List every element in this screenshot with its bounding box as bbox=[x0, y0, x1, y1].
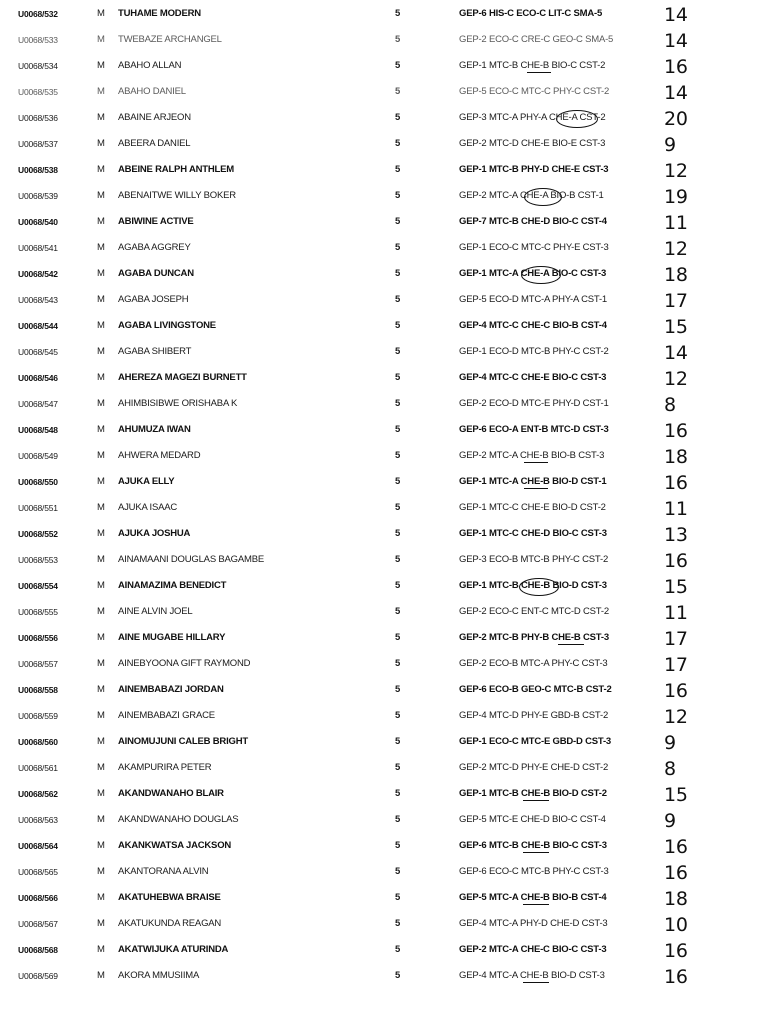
table-row bbox=[0, 393, 757, 419]
subject-combination: GEP-6 ECO-A ENT-B MTC-D CST-3 bbox=[459, 424, 609, 435]
student-sex: M bbox=[97, 814, 105, 825]
student-list bbox=[0, 3, 757, 991]
table-row bbox=[0, 471, 757, 497]
student-sex: M bbox=[97, 580, 105, 591]
student-id: U0068/548 bbox=[18, 425, 58, 435]
table-row bbox=[0, 419, 757, 445]
subject-combination: GEP-5 MTC-E CHE-D BIO-C CST-4 bbox=[459, 814, 606, 825]
handwritten-score: 20 bbox=[664, 108, 688, 130]
student-id: U0068/532 bbox=[18, 9, 58, 19]
student-name: AKORA MMUSIIMA bbox=[118, 970, 200, 981]
handwritten-score: 9 bbox=[664, 732, 676, 754]
handwritten-score: 15 bbox=[664, 576, 688, 598]
student-id: U0068/561 bbox=[18, 763, 58, 773]
subject-combination: GEP-6 MTC-B CHE-B BIO-C CST-3 bbox=[459, 840, 607, 851]
student-id: U0068/538 bbox=[18, 165, 58, 175]
handwritten-score: 15 bbox=[664, 784, 688, 806]
subject-count: 5 bbox=[395, 814, 401, 825]
table-row bbox=[0, 81, 757, 107]
student-name: AINE ALVIN JOEL bbox=[118, 606, 193, 617]
student-id: U0068/534 bbox=[18, 61, 58, 71]
student-name: AKANKWATSA JACKSON bbox=[118, 840, 232, 851]
handwritten-score: 14 bbox=[664, 4, 688, 26]
pen-underline-mark bbox=[523, 852, 549, 853]
subject-count: 5 bbox=[395, 138, 401, 149]
student-sex: M bbox=[97, 892, 105, 903]
subject-count: 5 bbox=[395, 268, 401, 279]
subject-count: 5 bbox=[395, 918, 401, 929]
subject-combination: GEP-1 ECO-D MTC-B PHY-C CST-2 bbox=[459, 346, 609, 357]
handwritten-score: 18 bbox=[664, 264, 688, 286]
table-row bbox=[0, 757, 757, 783]
handwritten-score: 16 bbox=[664, 680, 688, 702]
student-name: AKATUKUNDA REAGAN bbox=[118, 918, 222, 929]
table-row bbox=[0, 211, 757, 237]
handwritten-score: 12 bbox=[664, 238, 688, 260]
subject-count: 5 bbox=[395, 60, 401, 71]
student-id: U0068/536 bbox=[18, 113, 58, 123]
handwritten-score: 11 bbox=[664, 212, 688, 234]
student-id: U0068/556 bbox=[18, 633, 58, 643]
student-name: AINE MUGABE HILLARY bbox=[118, 632, 226, 643]
table-row bbox=[0, 835, 757, 861]
subject-count: 5 bbox=[395, 892, 401, 903]
subject-combination: GEP-4 MTC-D PHY-E GBD-B CST-2 bbox=[459, 710, 609, 721]
subject-combination: GEP-6 HIS-C ECO-C LIT-C SMA-5 bbox=[459, 8, 603, 19]
student-sex: M bbox=[97, 8, 105, 19]
handwritten-score: 19 bbox=[664, 186, 688, 208]
student-id: U0068/541 bbox=[18, 243, 58, 253]
table-row bbox=[0, 679, 757, 705]
student-name: ABAHO ALLAN bbox=[118, 60, 182, 71]
student-sex: M bbox=[97, 762, 105, 773]
student-name: TWEBAZE ARCHANGEL bbox=[118, 34, 222, 45]
table-row bbox=[0, 861, 757, 887]
subject-count: 5 bbox=[395, 86, 401, 97]
student-sex: M bbox=[97, 658, 105, 669]
handwritten-score: 9 bbox=[664, 810, 676, 832]
student-name: ABENAITWE WILLY BOKER bbox=[118, 190, 236, 201]
handwritten-score: 10 bbox=[664, 914, 688, 936]
student-id: U0068/562 bbox=[18, 789, 58, 799]
pen-underline-mark bbox=[524, 462, 548, 463]
table-row bbox=[0, 185, 757, 211]
student-name: AHEREZA MAGEZI BURNETT bbox=[118, 372, 247, 383]
handwritten-score: 8 bbox=[664, 394, 676, 416]
subject-count: 5 bbox=[395, 320, 401, 331]
student-sex: M bbox=[97, 294, 105, 305]
student-sex: M bbox=[97, 502, 105, 513]
subject-combination: GEP-2 MTC-D PHY-E CHE-D CST-2 bbox=[459, 762, 609, 773]
subject-combination: GEP-2 ECO-D MTC-E PHY-D CST-1 bbox=[459, 398, 609, 409]
student-name: AKATUHEBWA BRAISE bbox=[118, 892, 221, 903]
subject-count: 5 bbox=[395, 970, 401, 981]
student-id: U0068/547 bbox=[18, 399, 58, 409]
handwritten-score: 16 bbox=[664, 966, 688, 988]
student-name: AKAMPURIRA PETER bbox=[118, 762, 212, 773]
table-row bbox=[0, 939, 757, 965]
handwritten-score: 18 bbox=[664, 446, 688, 468]
pen-underline-mark bbox=[527, 72, 551, 73]
student-name: AGABA SHIBERT bbox=[118, 346, 192, 357]
subject-count: 5 bbox=[395, 554, 401, 565]
student-name: AINAMAANI DOUGLAS BAGAMBE bbox=[118, 554, 264, 565]
table-row bbox=[0, 549, 757, 575]
table-row bbox=[0, 575, 757, 601]
pen-underline-mark bbox=[524, 488, 548, 489]
subject-count: 5 bbox=[395, 216, 401, 227]
student-id: U0068/554 bbox=[18, 581, 58, 591]
subject-count: 5 bbox=[395, 8, 401, 19]
student-name: AKANDWANAHO BLAIR bbox=[118, 788, 224, 799]
table-row bbox=[0, 809, 757, 835]
handwritten-score: 16 bbox=[664, 472, 688, 494]
table-row bbox=[0, 601, 757, 627]
subject-count: 5 bbox=[395, 476, 401, 487]
handwritten-score: 16 bbox=[664, 550, 688, 572]
pen-circle-mark bbox=[556, 110, 598, 128]
subject-combination: GEP-2 MTC-A CHE-B BIO-B CST-3 bbox=[459, 450, 605, 461]
student-name: AGABA LIVINGSTONE bbox=[118, 320, 216, 331]
student-name: ABAINE ARJEON bbox=[118, 112, 191, 123]
subject-count: 5 bbox=[395, 684, 401, 695]
subject-combination: GEP-1 MTC-B PHY-D CHE-E CST-3 bbox=[459, 164, 609, 175]
student-name: AINOMUJUNI CALEB BRIGHT bbox=[118, 736, 248, 747]
handwritten-score: 15 bbox=[664, 316, 688, 338]
subject-combination: GEP-5 ECO-D MTC-A PHY-A CST-1 bbox=[459, 294, 607, 305]
student-sex: M bbox=[97, 138, 105, 149]
pen-circle-mark bbox=[521, 266, 561, 284]
student-id: U0068/559 bbox=[18, 711, 58, 721]
student-sex: M bbox=[97, 346, 105, 357]
subject-combination: GEP-1 MTC-B CHE-B BIO-D CST-3 bbox=[459, 580, 607, 591]
pen-circle-mark bbox=[519, 578, 559, 596]
student-id: U0068/539 bbox=[18, 191, 58, 201]
handwritten-score: 12 bbox=[664, 160, 688, 182]
subject-combination: GEP-2 MTC-D CHE-E BIO-E CST-3 bbox=[459, 138, 606, 149]
subject-combination: GEP-1 MTC-C CHE-D BIO-C CST-3 bbox=[459, 528, 607, 539]
student-id: U0068/566 bbox=[18, 893, 58, 903]
student-sex: M bbox=[97, 684, 105, 695]
student-sex: M bbox=[97, 34, 105, 45]
student-sex: M bbox=[97, 528, 105, 539]
subject-combination: GEP-1 MTC-A CHE-B BIO-D CST-1 bbox=[459, 476, 607, 487]
subject-count: 5 bbox=[395, 606, 401, 617]
subject-combination: GEP-2 ECO-B MTC-A PHY-C CST-3 bbox=[459, 658, 608, 669]
student-id: U0068/567 bbox=[18, 919, 58, 929]
subject-count: 5 bbox=[395, 788, 401, 799]
subject-combination: GEP-4 MTC-A CHE-B BIO-D CST-3 bbox=[459, 970, 605, 981]
student-sex: M bbox=[97, 918, 105, 929]
student-sex: M bbox=[97, 86, 105, 97]
subject-count: 5 bbox=[395, 424, 401, 435]
pen-underline-mark bbox=[523, 904, 549, 905]
student-id: U0068/569 bbox=[18, 971, 58, 981]
table-row bbox=[0, 913, 757, 939]
subject-combination: GEP-4 MTC-A PHY-D CHE-D CST-3 bbox=[459, 918, 608, 929]
student-id: U0068/550 bbox=[18, 477, 58, 487]
subject-combination: GEP-1 MTC-B CHE-B BIO-C CST-2 bbox=[459, 60, 606, 71]
student-name: AINEBYOONA GIFT RAYMOND bbox=[118, 658, 251, 669]
student-sex: M bbox=[97, 866, 105, 877]
student-name: AJUKA JOSHUA bbox=[118, 528, 191, 539]
student-sex: M bbox=[97, 242, 105, 253]
subject-combination: GEP-2 MTC-A CHE-A BIO-B CST-1 bbox=[459, 190, 604, 201]
subject-count: 5 bbox=[395, 762, 401, 773]
student-id: U0068/552 bbox=[18, 529, 58, 539]
pen-underline-mark bbox=[558, 644, 584, 645]
handwritten-score: 8 bbox=[664, 758, 676, 780]
table-row bbox=[0, 965, 757, 991]
student-sex: M bbox=[97, 164, 105, 175]
subject-count: 5 bbox=[395, 658, 401, 669]
student-sex: M bbox=[97, 632, 105, 643]
student-sex: M bbox=[97, 944, 105, 955]
pen-underline-mark bbox=[523, 982, 549, 983]
student-sex: M bbox=[97, 372, 105, 383]
student-name: AINEMBABAZI GRACE bbox=[118, 710, 215, 721]
table-row bbox=[0, 523, 757, 549]
table-row bbox=[0, 159, 757, 185]
student-id: U0068/551 bbox=[18, 503, 58, 513]
handwritten-score: 13 bbox=[664, 524, 688, 546]
subject-count: 5 bbox=[395, 840, 401, 851]
handwritten-score: 17 bbox=[664, 290, 688, 312]
table-row bbox=[0, 731, 757, 757]
subject-count: 5 bbox=[395, 632, 401, 643]
student-sex: M bbox=[97, 606, 105, 617]
subject-combination: GEP-1 ECO-C MTC-E GBD-D CST-3 bbox=[459, 736, 612, 747]
student-name: AGABA JOSEPH bbox=[118, 294, 189, 305]
student-sex: M bbox=[97, 788, 105, 799]
handwritten-score: 14 bbox=[664, 82, 688, 104]
handwritten-score: 16 bbox=[664, 940, 688, 962]
student-name: AKANTORANA ALVIN bbox=[118, 866, 209, 877]
subject-combination: GEP-1 ECO-C MTC-C PHY-E CST-3 bbox=[459, 242, 609, 253]
student-sex: M bbox=[97, 190, 105, 201]
subject-combination: GEP-6 ECO-C MTC-B PHY-C CST-3 bbox=[459, 866, 609, 877]
pen-underline-mark bbox=[523, 800, 549, 801]
student-name: ABEERA DANIEL bbox=[118, 138, 191, 149]
student-name: ABAHO DANIEL bbox=[118, 86, 186, 97]
table-row bbox=[0, 315, 757, 341]
subject-count: 5 bbox=[395, 710, 401, 721]
table-row bbox=[0, 3, 757, 29]
subject-count: 5 bbox=[395, 450, 401, 461]
student-id: U0068/549 bbox=[18, 451, 58, 461]
handwritten-score: 16 bbox=[664, 862, 688, 884]
subject-count: 5 bbox=[395, 346, 401, 357]
subject-count: 5 bbox=[395, 190, 401, 201]
handwritten-score: 17 bbox=[664, 628, 688, 650]
student-id: U0068/546 bbox=[18, 373, 58, 383]
handwritten-score: 16 bbox=[664, 420, 688, 442]
student-sex: M bbox=[97, 450, 105, 461]
table-row bbox=[0, 497, 757, 523]
table-row bbox=[0, 263, 757, 289]
student-name: ABIWINE ACTIVE bbox=[118, 216, 194, 227]
subject-count: 5 bbox=[395, 502, 401, 513]
table-row bbox=[0, 705, 757, 731]
subject-combination: GEP-1 MTC-B CHE-B BIO-D CST-2 bbox=[459, 788, 607, 799]
student-name: AHWERA MEDARD bbox=[118, 450, 201, 461]
subject-combination: GEP-1 MTC-C CHE-E BIO-D CST-2 bbox=[459, 502, 606, 513]
subject-count: 5 bbox=[395, 242, 401, 253]
student-name: AHIMBISIBWE ORISHABA K bbox=[118, 398, 238, 409]
subject-combination: GEP-4 MTC-C CHE-C BIO-B CST-4 bbox=[459, 320, 607, 331]
handwritten-score: 12 bbox=[664, 706, 688, 728]
student-name: AJUKA ISAAC bbox=[118, 502, 178, 513]
student-id: U0068/535 bbox=[18, 87, 58, 97]
subject-combination: GEP-2 MTC-A CHE-C BIO-C CST-3 bbox=[459, 944, 607, 955]
student-id: U0068/544 bbox=[18, 321, 58, 331]
handwritten-score: 16 bbox=[664, 836, 688, 858]
handwritten-score: 12 bbox=[664, 368, 688, 390]
subject-combination: GEP-7 MTC-B CHE-D BIO-C CST-4 bbox=[459, 216, 607, 227]
table-row bbox=[0, 237, 757, 263]
subject-combination: GEP-2 ECO-C ENT-C MTC-D CST-2 bbox=[459, 606, 609, 617]
student-name: AHUMUZA IWAN bbox=[118, 424, 191, 435]
student-sex: M bbox=[97, 268, 105, 279]
subject-count: 5 bbox=[395, 580, 401, 591]
student-id: U0068/537 bbox=[18, 139, 58, 149]
table-row bbox=[0, 887, 757, 913]
subject-combination: GEP-3 ECO-B MTC-B PHY-C CST-2 bbox=[459, 554, 609, 565]
student-sex: M bbox=[97, 60, 105, 71]
student-sex: M bbox=[97, 216, 105, 227]
student-id: U0068/565 bbox=[18, 867, 58, 877]
subject-combination: GEP-2 ECO-C CRE-C GEO-C SMA-5 bbox=[459, 34, 614, 45]
student-sex: M bbox=[97, 736, 105, 747]
table-row bbox=[0, 133, 757, 159]
subject-count: 5 bbox=[395, 736, 401, 747]
student-name: AKATWIJUKA ATURINDA bbox=[118, 944, 229, 955]
student-name: AINEMBABAZI JORDAN bbox=[118, 684, 224, 695]
subject-combination: GEP-6 ECO-B GEO-C MTC-B CST-2 bbox=[459, 684, 612, 695]
student-name: AGABA AGGREY bbox=[118, 242, 191, 253]
student-id: U0068/542 bbox=[18, 269, 58, 279]
student-name: ABEINE RALPH ANTHLEM bbox=[118, 164, 234, 175]
student-sex: M bbox=[97, 112, 105, 123]
handwritten-score: 11 bbox=[664, 498, 688, 520]
table-row bbox=[0, 653, 757, 679]
student-id: U0068/560 bbox=[18, 737, 58, 747]
table-row bbox=[0, 783, 757, 809]
student-name: TUHAME MODERN bbox=[118, 8, 201, 19]
table-row bbox=[0, 289, 757, 315]
student-id: U0068/543 bbox=[18, 295, 58, 305]
student-id: U0068/553 bbox=[18, 555, 58, 565]
subject-count: 5 bbox=[395, 112, 401, 123]
subject-combination: GEP-1 MTC-A CHE-A BIO-C CST-3 bbox=[459, 268, 607, 279]
table-row bbox=[0, 341, 757, 367]
handwritten-score: 16 bbox=[664, 56, 688, 78]
subject-count: 5 bbox=[395, 34, 401, 45]
student-sex: M bbox=[97, 840, 105, 851]
handwritten-score: 9 bbox=[664, 134, 676, 156]
table-row bbox=[0, 55, 757, 81]
table-row bbox=[0, 445, 757, 471]
handwritten-score: 14 bbox=[664, 342, 688, 364]
table-row bbox=[0, 627, 757, 653]
student-sex: M bbox=[97, 398, 105, 409]
student-sex: M bbox=[97, 476, 105, 487]
handwritten-score: 18 bbox=[664, 888, 688, 910]
student-sex: M bbox=[97, 554, 105, 565]
handwritten-score: 17 bbox=[664, 654, 688, 676]
subject-count: 5 bbox=[395, 866, 401, 877]
student-name: AKANDWANAHO DOUGLAS bbox=[118, 814, 239, 825]
handwritten-score: 11 bbox=[664, 602, 688, 624]
student-sex: M bbox=[97, 710, 105, 721]
pen-circle-mark bbox=[524, 188, 562, 206]
table-row bbox=[0, 107, 757, 133]
student-id: U0068/564 bbox=[18, 841, 58, 851]
student-name: AJUKA ELLY bbox=[118, 476, 175, 487]
student-id: U0068/533 bbox=[18, 35, 58, 45]
subject-count: 5 bbox=[395, 398, 401, 409]
student-sex: M bbox=[97, 970, 105, 981]
student-id: U0068/555 bbox=[18, 607, 58, 617]
student-name: AINAMAZIMA BENEDICT bbox=[118, 580, 227, 591]
subject-combination: GEP-5 ECO-C MTC-C PHY-C CST-2 bbox=[459, 86, 610, 97]
student-id: U0068/563 bbox=[18, 815, 58, 825]
subject-count: 5 bbox=[395, 372, 401, 383]
subject-count: 5 bbox=[395, 294, 401, 305]
subject-count: 5 bbox=[395, 944, 401, 955]
student-id: U0068/545 bbox=[18, 347, 58, 357]
table-row bbox=[0, 367, 757, 393]
student-id: U0068/540 bbox=[18, 217, 58, 227]
student-sex: M bbox=[97, 424, 105, 435]
subject-combination: GEP-5 MTC-A CHE-B BIO-B CST-4 bbox=[459, 892, 607, 903]
subject-count: 5 bbox=[395, 528, 401, 539]
student-id: U0068/568 bbox=[18, 945, 58, 955]
subject-combination: GEP-3 MTC-A PHY-A CHE-A CST-2 bbox=[459, 112, 606, 123]
handwritten-score: 14 bbox=[664, 30, 688, 52]
subject-combination: GEP-2 MTC-B PHY-B CHE-B CST-3 bbox=[459, 632, 609, 643]
student-id: U0068/558 bbox=[18, 685, 58, 695]
student-id: U0068/557 bbox=[18, 659, 58, 669]
student-name: AGABA DUNCAN bbox=[118, 268, 194, 279]
subject-combination: GEP-4 MTC-C CHE-E BIO-C CST-3 bbox=[459, 372, 607, 383]
table-row bbox=[0, 29, 757, 55]
student-sex: M bbox=[97, 320, 105, 331]
subject-count: 5 bbox=[395, 164, 401, 175]
